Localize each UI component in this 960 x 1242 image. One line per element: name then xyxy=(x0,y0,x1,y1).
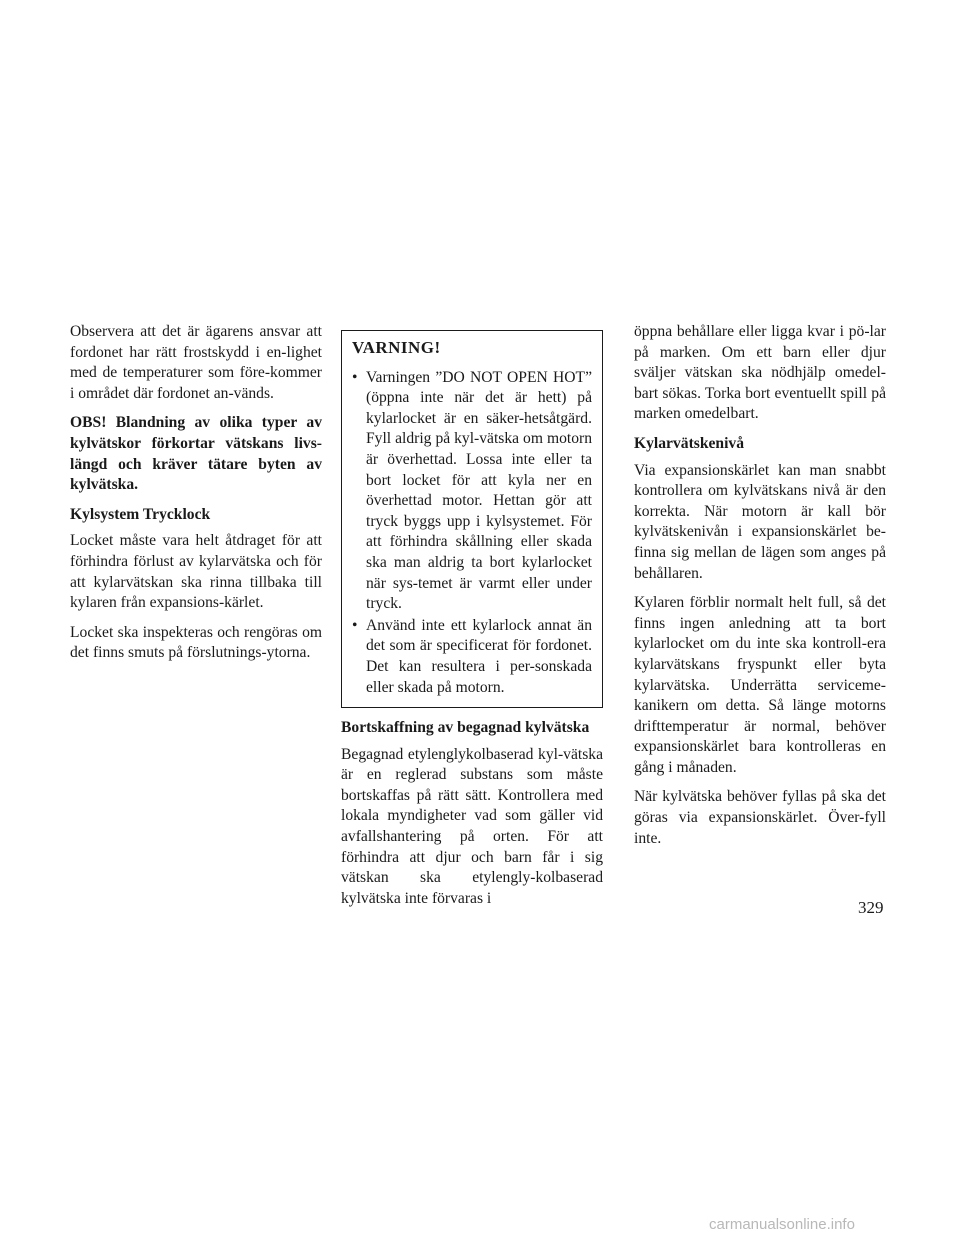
column-right xyxy=(634,322,886,858)
warning-list xyxy=(352,368,592,699)
warning-item: • Använd inte ett kylarlock annat än det som är specificerat för fordonet. Det kan resultera i per-sonskada eller skada på motorn. xyxy=(352,616,592,698)
page-number: 329 xyxy=(858,898,884,917)
paragraph-ownership: Observera att det är ägarens ansvar att fordonet har rätt frostskydd i en-lighet med de temperaturer som före-kommer i området där fordonet an-vänds. xyxy=(70,323,322,402)
warning-item: • Varningen ”DO NOT OPEN HOT” (öppna inte när det är hett) på kylarlocket är en säker-hetsåtgärd. Fyll aldrig på kyl-vätska om motorn är överhettad. Lossa inte eller ta bort locket för att kyla ner en överhettad motor. Hettan gör att tryck byggs upp i kylsystemet. För att förhindra skållning eller skada ska man aldrig ta bort kylarlocket när sys-temet är varmt eller under tryck. xyxy=(352,368,592,615)
watermark: carmanualsonline.info xyxy=(709,1216,855,1233)
heading-coolant-level: Kylarvätskenivå xyxy=(634,434,745,452)
paragraph-radiator-full: Kylaren förblir normalt helt full, så det finns ingen anledning att ta bort kylarlocket om du inte ska kontroll-era kylarvätskans fryspunkt eller byta kylarvätska. Underrätta serviceme-kanikern om detta. Så länge motorns drifttemperatur är normal, behöver expansionskärlet bara kontrolleras en gång i månaden. xyxy=(634,594,886,776)
paragraph-level-check: Via expansionskärlet kan man snabbt kontrollera om kylvätskans nivå är den korrekta. När motorn är kall bör kylvätskenivån i expansionskärlet be-finna sig mellan de lägen som anges på behållaren. xyxy=(634,461,886,582)
paragraph-disposal-cont: öppna behållare eller ligga kvar i pö-lar på marken. Om ett barn eller djur sväljer vätskan ska nödhjälp omedel-bart sökas. Torka bort eventuellt spill på marken omedelbart. xyxy=(634,323,886,423)
warning-box xyxy=(341,330,603,708)
warning-title: VARNING! xyxy=(352,338,441,357)
column-middle xyxy=(341,330,603,918)
paragraph-fill: När kylvätska behöver fyllas på ska det göras via expansionskärlet. Över-fyll inte. xyxy=(634,788,886,847)
paragraph-disposal: Begagnad etylenglykolbaserad kyl-vätska är en reglerad substans som måste bortskaffas på rätt sätt. Kontrollera med lokala myndigheter vad som gäller vid avfallshantering på orten. För att förhindra att djur och barn får i sig vätskan ska etylengly-kolbaserad kylvätska inte förvaras i xyxy=(341,745,603,907)
obs-note: OBS! Blandning av olika typer av kylvätskor förkortar vätskans livs-längd och kräver tätare byten av kylvätska. xyxy=(70,414,322,494)
paragraph-cap-tight: Locket måste vara helt åtdraget för att förhindra förlust av kylarvätska och för att kylarvätskan ska rinna tillbaka till kylaren från expansions-kärlet. xyxy=(70,532,322,612)
column-left xyxy=(70,322,322,673)
paragraph-cap-inspect: Locket ska inspekteras och rengöras om det finns smuts på förslutnings-ytorna. xyxy=(70,623,322,662)
heading-pressure-cap: Kylsystem Trycklock xyxy=(70,505,211,523)
heading-disposal: Bortskaffning av begagnad kylvätska xyxy=(341,719,590,737)
